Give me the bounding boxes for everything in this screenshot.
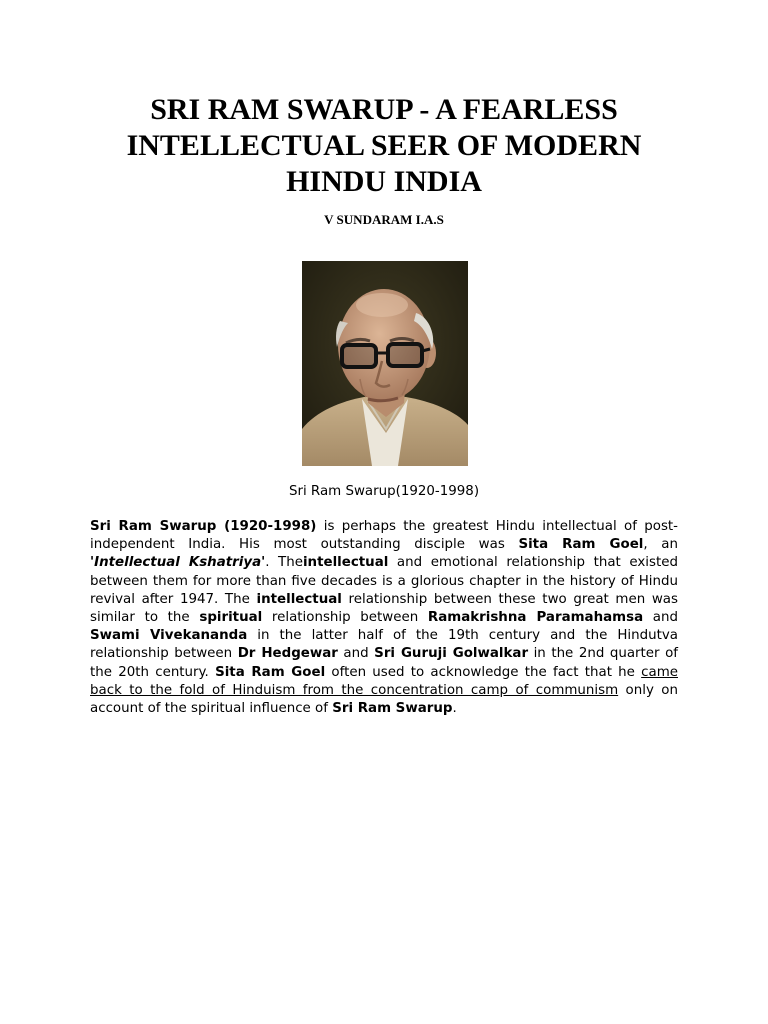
text-run: , an <box>643 537 678 553</box>
bold-text-run: Sri Ram Swarup (1920-1998) <box>90 519 317 534</box>
bold-text-run: Sri Ram Swarup <box>332 701 453 717</box>
text-run: in the latter half of the 19th century and the Hindutva relationship between <box>90 628 678 662</box>
text-run: and <box>643 610 678 626</box>
bold-text-run: Ramakrishna Paramahamsa <box>427 610 644 626</box>
text-run: often used to acknowledge the fact that he <box>325 664 642 680</box>
title-line-3: HINDU INDIA <box>286 165 482 198</box>
title-line-1: SRI RAM SWARUP - A FEARLESS <box>150 93 618 126</box>
bold-text-run: spiritual <box>199 610 263 626</box>
text-run: . The <box>265 555 303 571</box>
bold-text-run: Dr Hedgewar <box>237 646 338 662</box>
bold-text-run: Sita Ram Goel <box>518 537 644 553</box>
portrait-photo <box>302 261 468 466</box>
bold-text-run: Sita Ram Goel <box>215 664 326 680</box>
bold-text-run: Swami Vivekananda <box>90 628 248 644</box>
body-paragraph <box>90 518 678 718</box>
text-run: and <box>337 646 375 662</box>
text-run: relationship between <box>262 610 428 626</box>
photo-caption: Sri Ram Swarup(1920-1998) <box>288 484 480 499</box>
text-run: . <box>452 701 457 717</box>
author-byline: V SUNDARAM I.A.S <box>324 212 444 227</box>
bold-text-run: intellectual <box>302 555 389 571</box>
text-run: relationship between these two great men was similar to the <box>90 591 678 626</box>
text-run: in the 2nd quarter of the 20th century. <box>90 646 678 680</box>
document-title <box>84 92 684 200</box>
bold-text-run: intellectual <box>256 591 342 607</box>
text-run: only on account of the spiritual influence of <box>90 682 678 717</box>
bold-text-run: Sri Guruji Golwalkar <box>374 646 529 662</box>
text-run: and emotional relationship that existed between them for more than five decades is a glorious chapter in the history of Hindu revival after 1947. The <box>90 555 678 607</box>
text-run: is perhaps the greatest Hindu intellectual of post-independent India. His most outstanding disciple was <box>90 519 679 553</box>
underlined-text-run: came back to the fold of Hinduism from the concentration camp of communism <box>90 664 678 698</box>
bold-italic-text-run: 'Intellectual Kshatriya' <box>90 555 266 571</box>
title-line-2: INTELLECTUAL SEER OF MODERN <box>126 129 642 162</box>
